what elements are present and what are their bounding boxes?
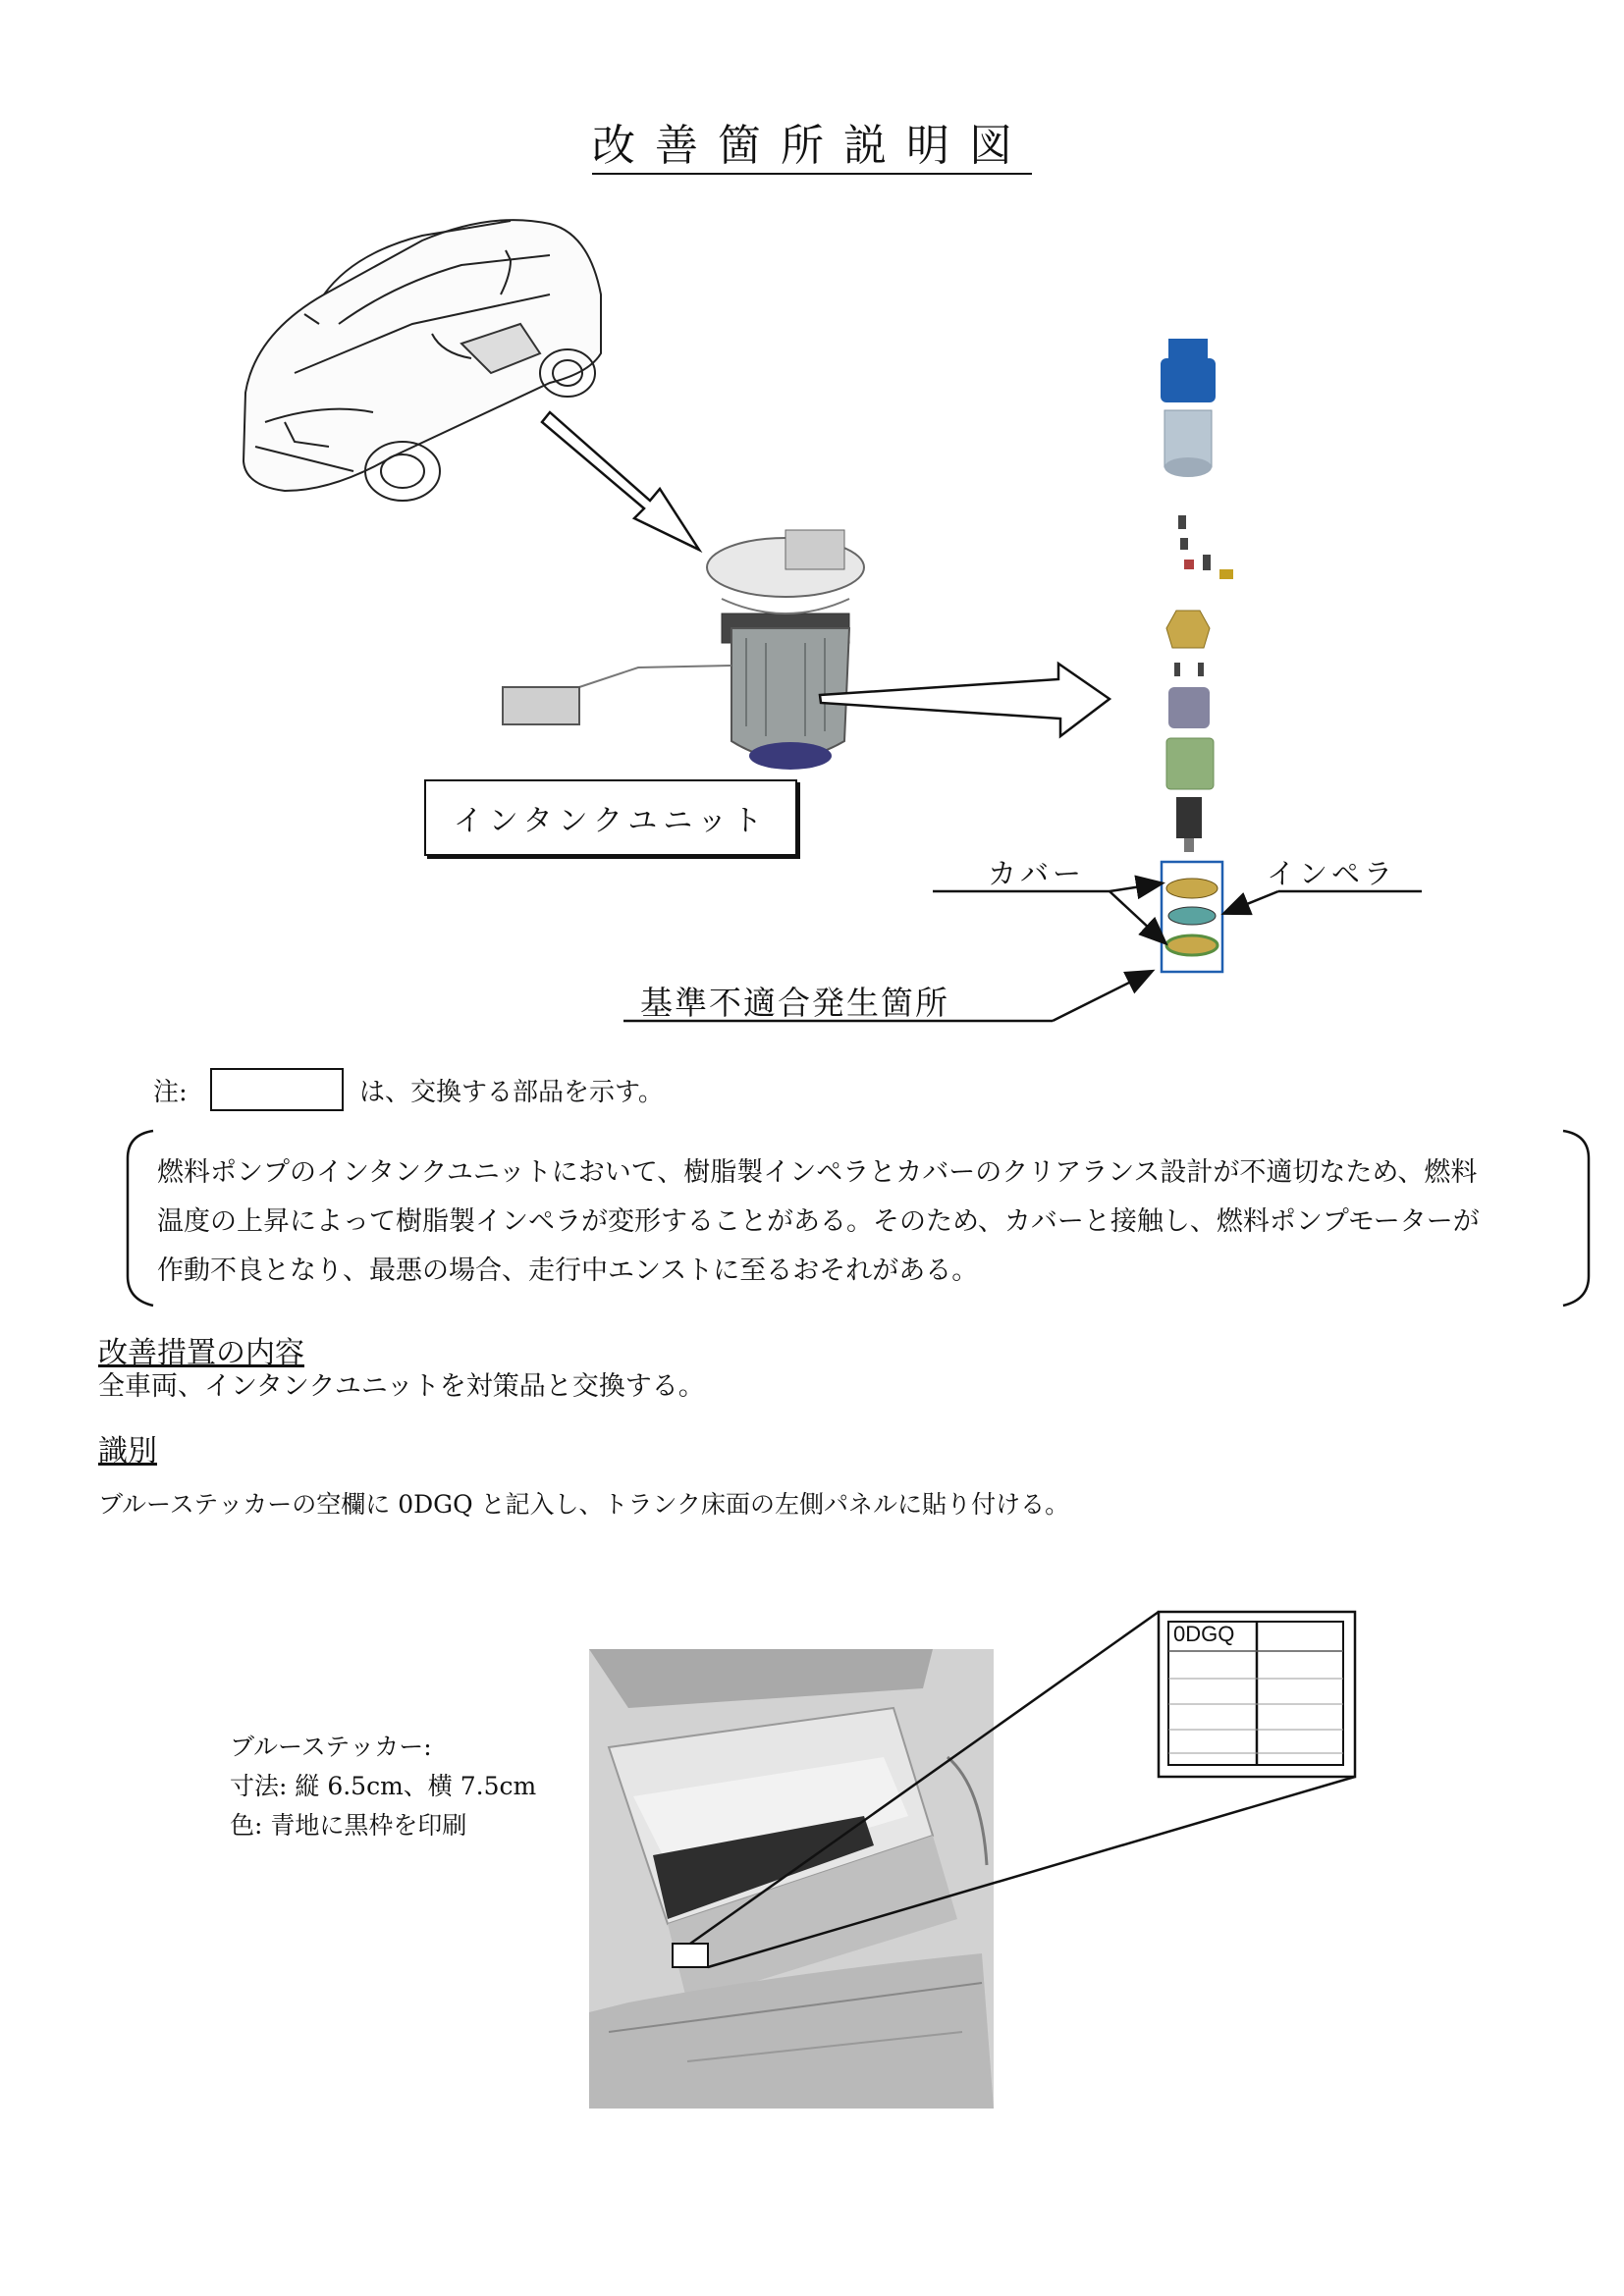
description-line: 作動不良となり、最悪の場合、走行中エンストに至るおそれがある。 <box>157 1255 979 1286</box>
replacement-part-symbol <box>210 1068 344 1111</box>
measures-heading: 改善措置の内容 <box>98 1336 304 1370</box>
sticker-color: 色: 青地に黒枠を印刷 <box>230 1811 467 1840</box>
identification-heading: 識別 <box>98 1434 157 1468</box>
note-prefix: 注: <box>153 1078 188 1107</box>
note-text: は、交換する部品を示す。 <box>359 1078 664 1107</box>
description-line: 温度の上昇によって樹脂製インペラが変形することがある。そのため、カバーと接触し、燃料ポンプモーターが <box>157 1206 1480 1237</box>
car-illustration <box>244 220 601 501</box>
defect-location-label: 基準不適合発生箇所 <box>640 984 949 1022</box>
sticker-size: 寸法: 縦 6.5cm、横 7.5cm <box>230 1772 537 1800</box>
trunk-photo <box>589 1649 994 2109</box>
identification-text: ブルーステッカーの空欄に 0DGQ と記入し、トランク床面の左側パネルに貼り付ける。 <box>98 1490 1070 1519</box>
page-title: 改善箇所説明図 <box>0 110 1624 173</box>
intank-unit-label: インタンクユニット <box>424 779 797 856</box>
intank-unit-illustration <box>503 530 864 770</box>
arrow-unit-to-exploded <box>820 664 1110 736</box>
sticker-info <box>230 1728 536 1845</box>
measures-text: 全車両、インタンクユニットを対策品と交換する。 <box>98 1371 705 1402</box>
arrow-car-to-unit <box>542 412 699 550</box>
sticker-code: 0DGQ <box>1173 1622 1235 1646</box>
pump-exploded-view <box>1161 339 1233 972</box>
cover-label: カバー <box>988 857 1086 890</box>
sticker-name: ブルーステッカー: <box>230 1733 432 1761</box>
defect-description <box>157 1148 1581 1296</box>
impeller-label: インペラ <box>1267 857 1397 890</box>
description-line: 燃料ポンプのインタンクユニットにおいて、樹脂製インペラとカバーのクリアランス設計が不適切なため、燃料 <box>157 1157 1478 1188</box>
